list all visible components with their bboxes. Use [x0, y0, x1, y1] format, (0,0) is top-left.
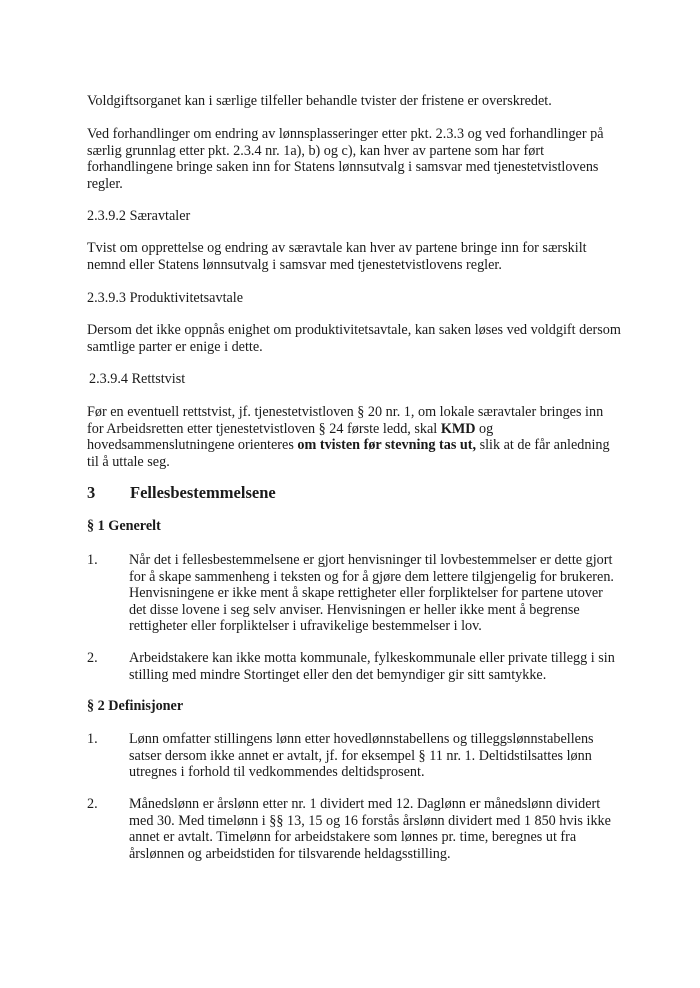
text-line: samtlige parter er enige i dette.: [87, 338, 263, 355]
paragraph-special-agreements: [87, 240, 622, 273]
paragraph-salary-negotiations: [87, 126, 622, 192]
chapter-heading: [87, 485, 276, 502]
text-line: Voldgiftsorganet kan i særlige tilfeller behandle tvister der fristene er overskredet.: [87, 93, 552, 109]
text-segment: hovedsammenslutningene orienteres: [87, 437, 294, 454]
text-line: årslønnen og arbeidstiden for tilsvarende heldagsstilling.: [129, 845, 451, 862]
text-line: Dersom det ikke oppnås enighet om produktivitetsavtale, kan saken løses ved voldgift dersom: [87, 322, 621, 338]
text-line: rettigheter eller forpliktelser i ufravikelige bestemmelser i lov.: [129, 618, 482, 635]
list-item-number: 1.: [87, 552, 98, 568]
text-line: forhandlingene bringe saken inn for Statens lønnsutvalg i samsvar med tjenestetvistlovens: [87, 159, 599, 176]
list-item-number: 2.: [87, 796, 98, 812]
bold-text: om tvisten før stevning tas ut,: [297, 437, 477, 454]
list-item-number: 1.: [87, 731, 98, 747]
text-line: for å skape sammenheng i teksten og for å gjøre dem lettere tilgjengelig for brukeren.: [129, 568, 614, 585]
paragraph-legal-dispute: [87, 404, 622, 470]
subsection-heading-text: 2.3.9.3 Produktivitetsavtale: [87, 290, 244, 306]
text-line: regler.: [87, 175, 123, 192]
text-segment: for Arbeidsretten etter tjenestetvistloven § 24 første ledd, skal: [87, 420, 438, 437]
text-line: [87, 437, 622, 454]
list-item-body: [129, 796, 629, 862]
section-heading-definitions: § 2 Definisjoner: [87, 698, 184, 714]
text-line: Tvist om opprettelse og endring av særavtale kan hver av partene bringe inn for særskilt: [87, 240, 587, 256]
bold-text: KMD: [440, 420, 476, 437]
text-line: [87, 421, 622, 438]
section-heading-general: § 1 Generelt: [87, 518, 161, 534]
text-line: utregnes i forhold til vedkommendes deltidsprosent.: [129, 764, 425, 781]
subsection-heading-2393: [87, 290, 622, 307]
paragraph-productivity-agreement: [87, 322, 622, 355]
text-line: til å uttale seg.: [87, 453, 170, 470]
chapter-title: Fellesbestemmelsene: [130, 483, 276, 502]
list-item-body: [129, 731, 629, 781]
text-line: med 30. Med timelønn i §§ 13, 15 og 16 forstås årslønn dividert med 1 850 hvis ikke: [129, 812, 611, 829]
subsection-heading-text: 2.3.9.2 Særavtaler: [87, 208, 191, 224]
subsection-heading-text: 2.3.9.4 Rettstvist: [89, 371, 186, 387]
text-line: Når det i fellesbestemmelsene er gjort henvisninger til lovbestemmelser er dette gjort: [129, 552, 613, 568]
list-item-body: [129, 552, 629, 635]
text-line: særlig grunnlag etter pkt. 2.3.4 nr. 1a), b) og c), kan hver av partene som har ført: [87, 142, 545, 159]
list-item-body: [129, 650, 629, 683]
text-segment: og: [479, 420, 494, 437]
chapter-number: 3: [87, 483, 96, 502]
text-line: annet er avtalt. Timelønn for arbeidstakere som lønnes pr. time, beregnes ut fra: [129, 829, 577, 846]
subsection-heading-2392: [87, 208, 622, 225]
text-line: stilling med mindre Stortinget eller den det bemyndiger gir sitt samtykke.: [129, 666, 547, 683]
paragraph-arbitration-deadlines: [87, 93, 622, 110]
text-line: det disse lovene i seg selv anviser. Henvisningen er heller ikke ment å begrense: [129, 601, 580, 618]
text-line: Månedslønn er årslønn etter nr. 1 dividert med 12. Daglønn er månedslønn dividert: [129, 796, 601, 812]
text-line: Lønn omfatter stillingens lønn etter hovedlønnstabellens og tilleggslønnstabellens: [129, 731, 594, 747]
text-line: nemnd eller Statens lønnsutvalg i samsvar med tjenestetvistlovens regler.: [87, 256, 502, 273]
list-item-number: 2.: [87, 650, 98, 666]
text-line: Ved forhandlinger om endring av lønnsplasseringer etter pkt. 2.3.3 og ved forhandlinger på: [87, 126, 604, 142]
text-line: Før en eventuell rettstvist, jf. tjenestetvistloven § 20 nr. 1, om lokale særavtaler bringes inn: [87, 404, 604, 420]
text-segment: slik at de får anledning: [479, 437, 610, 454]
text-line: satser dersom ikke annet er avtalt, jf. for eksempel § 11 nr. 1. Deltidstilsattes lønn: [129, 747, 592, 764]
text-line: Arbeidstakere kan ikke motta kommunale, fylkeskommunale eller private tillegg i sin: [129, 650, 615, 666]
subsection-heading-2394: [89, 371, 624, 388]
text-line: Henvisningene er ikke ment å skape rettigheter eller forpliktelser for partene utover: [129, 585, 603, 602]
